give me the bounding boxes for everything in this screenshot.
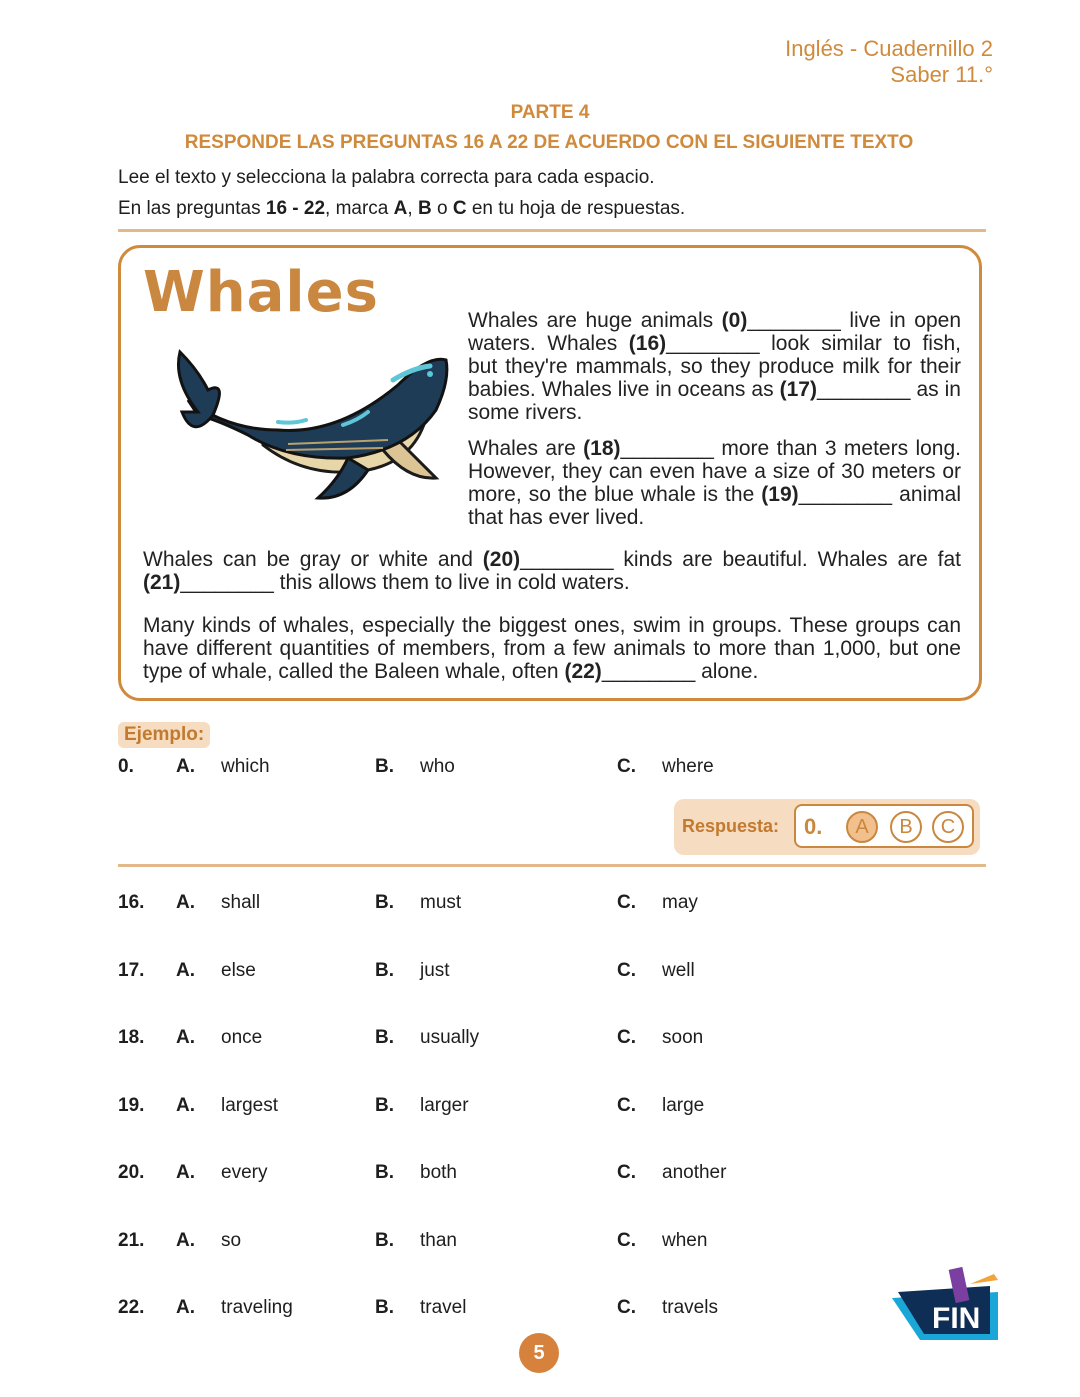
option-c-letter: C. xyxy=(617,892,636,913)
option-c-text: another xyxy=(662,1162,727,1183)
instruction-line-2: En las preguntas 16 - 22, marca A, B o C en tu hoja de respuestas. xyxy=(118,198,686,219)
blank-number: (16) xyxy=(628,332,667,355)
option-a-letter: A. xyxy=(176,1027,195,1048)
question-number: 16. xyxy=(118,892,145,913)
text-run: ________ as in some rivers. xyxy=(468,378,961,424)
fin-graphic xyxy=(890,1262,1002,1342)
option-a-text: traveling xyxy=(221,1297,293,1318)
option-b-text: than xyxy=(420,1230,457,1251)
question-number: 17. xyxy=(118,960,145,981)
blank-number: (21) xyxy=(143,571,181,594)
option-a-text: largest xyxy=(221,1095,279,1116)
option-c-text: travels xyxy=(662,1297,718,1318)
option-a-letter: A. xyxy=(176,1162,195,1183)
bubble-a[interactable]: A xyxy=(846,811,878,843)
text-run: ________ animal that has ever lived. xyxy=(468,483,961,529)
question-number: 21. xyxy=(118,1230,145,1251)
option-c-letter: C. xyxy=(617,1095,636,1116)
option-a-text: shall xyxy=(221,892,261,913)
section-title: PARTE 4 xyxy=(510,102,590,123)
answer-label: Respuesta: xyxy=(682,816,780,836)
option-c-text: when xyxy=(662,1230,708,1251)
option-a-letter: A. xyxy=(176,1095,195,1116)
reading-title: Whales xyxy=(143,260,379,325)
question-row xyxy=(118,1027,978,1053)
question-number: 20. xyxy=(118,1162,145,1183)
question-row xyxy=(118,1297,978,1323)
option-c-text: soon xyxy=(662,1027,704,1048)
bubble-b[interactable]: B xyxy=(890,811,922,843)
question-row xyxy=(118,892,978,918)
header-grade: Saber 11.° xyxy=(890,62,993,87)
text-run: ________ live in open waters. Whales xyxy=(468,309,962,355)
option-c-text: well xyxy=(662,960,695,981)
option-a-text: else xyxy=(221,960,256,981)
option-b-letter: B. xyxy=(375,960,394,981)
option-a-letter: A. xyxy=(176,960,195,981)
answer-number: 0. xyxy=(804,814,823,839)
text-run: Many kinds of whales, especially the biggest ones, swim in groups. These groups can have different quantities of members, from a few animals to more than 1,000, but one type of whale, called the Baleen whale, often xyxy=(143,614,961,683)
paragraph-3 xyxy=(143,548,961,594)
question-number: 0. xyxy=(118,756,134,777)
option-b-text: both xyxy=(420,1162,457,1183)
option-a-text: every xyxy=(221,1162,268,1183)
option-a-text: once xyxy=(221,1027,263,1048)
option-b-letter: B. xyxy=(375,1230,394,1251)
text-run: Whales are huge animals xyxy=(468,309,722,332)
whale-illustration xyxy=(168,340,453,510)
option-c-letter: C. xyxy=(617,1297,636,1318)
pencil-icon xyxy=(970,1274,998,1284)
option-c-letter: C. xyxy=(617,756,636,777)
option-b-letter: B. xyxy=(375,1162,394,1183)
blank-number: (19) xyxy=(761,483,799,506)
header xyxy=(785,36,993,88)
divider xyxy=(118,864,986,867)
question-number: 18. xyxy=(118,1027,145,1048)
option-b-text: just xyxy=(420,960,450,981)
question-row xyxy=(118,1095,978,1121)
page-number: 5 xyxy=(519,1333,559,1373)
blank-number: (22) xyxy=(564,660,602,683)
option-c-letter: C. xyxy=(617,1027,636,1048)
option-a-letter: A. xyxy=(176,1297,195,1318)
instruction-line-1: Lee el texto y selecciona la palabra correcta para cada espacio. xyxy=(118,167,655,188)
option-b-letter: B. xyxy=(375,1297,394,1318)
text-run: ________ kinds are beautiful. Whales are fat xyxy=(520,548,961,571)
option-c-letter: C. xyxy=(617,1230,636,1251)
option-a-letter: A. xyxy=(176,892,195,913)
option-b-text: larger xyxy=(420,1095,469,1116)
text-run: ________ more than 3 meters long. However, they can even have a size of 30 meters or more, so the blue whale is the xyxy=(468,437,962,506)
text-run: ________ this allows them to live in cold waters. xyxy=(180,571,630,594)
question-number: 19. xyxy=(118,1095,145,1116)
option-a-letter: A. xyxy=(176,756,195,777)
option-b-letter: B. xyxy=(375,892,394,913)
text-run: Whales are xyxy=(468,437,584,460)
example-answer-box xyxy=(674,799,980,855)
option-c-letter: C. xyxy=(617,1162,636,1183)
question-row xyxy=(118,960,978,986)
fin-text: FIN xyxy=(932,1302,981,1335)
option-a-text: so xyxy=(221,1230,242,1251)
question-row xyxy=(118,1162,978,1188)
text-run: ________ alone. xyxy=(601,660,759,683)
divider xyxy=(118,229,986,232)
option-c-letter: C. xyxy=(617,960,636,981)
question-row xyxy=(118,1230,978,1256)
option-a-letter: A. xyxy=(176,1230,195,1251)
question-number: 22. xyxy=(118,1297,145,1318)
paragraph-1 xyxy=(468,309,961,424)
fin-badge xyxy=(890,1262,1002,1347)
example-row xyxy=(118,756,978,782)
text-run: ________ look similar to fish, but they're mammals, so they produce milk for their babies. Whales live in oceans as xyxy=(468,332,961,401)
header-subject: Inglés - Cuadernillo 2 xyxy=(785,36,993,61)
option-c-text: where xyxy=(662,756,714,777)
option-c-text: large xyxy=(662,1095,705,1116)
option-b-letter: B. xyxy=(375,1095,394,1116)
text-run: Whales can be gray or white and xyxy=(143,548,483,571)
answer-sheet xyxy=(794,804,974,848)
option-b-letter: B. xyxy=(375,1027,394,1048)
option-b-text: who xyxy=(420,756,455,777)
option-b-text: travel xyxy=(420,1297,467,1318)
blank-number: (18) xyxy=(583,437,621,460)
bubble-c[interactable]: C xyxy=(932,811,964,843)
blank-number: (17) xyxy=(779,378,817,401)
option-b-text: usually xyxy=(420,1027,480,1048)
paragraph-4 xyxy=(143,614,961,683)
paragraph-2 xyxy=(468,437,961,529)
blank-number: (0) xyxy=(721,309,748,332)
option-a-text: which xyxy=(221,756,270,777)
example-label: Ejemplo: xyxy=(118,722,210,748)
blank-number: (20) xyxy=(482,548,521,571)
option-c-text: may xyxy=(662,892,698,913)
option-b-letter: B. xyxy=(375,756,394,777)
option-b-text: must xyxy=(420,892,462,913)
instruction-title: RESPONDE LAS PREGUNTAS 16 A 22 DE ACUERDO CON EL SIGUIENTE TEXTO xyxy=(184,132,914,153)
